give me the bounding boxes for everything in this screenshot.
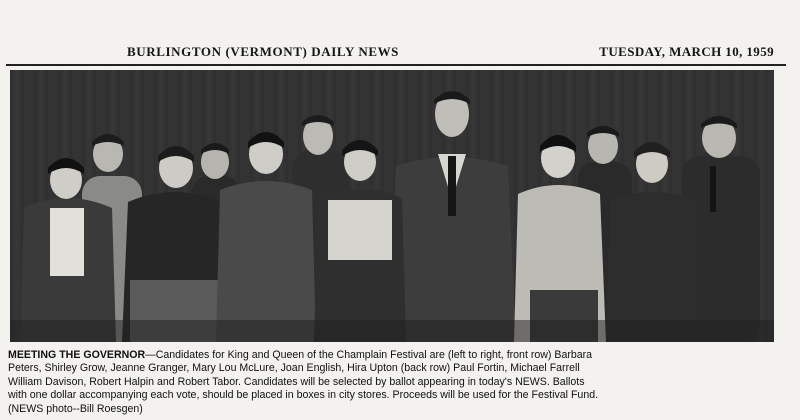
masthead xyxy=(0,0,800,66)
caption-line-1 xyxy=(8,349,788,362)
newspaper-name: BURLINGTON (VERMONT) DAILY NEWS xyxy=(127,44,400,59)
group-photo xyxy=(10,70,774,342)
photo-credit: (NEWS photo--Bill Roesgen) xyxy=(8,402,143,415)
masthead-rule xyxy=(6,64,786,66)
group-photo-icon xyxy=(10,70,774,342)
caption-lead: MEETING THE GOVERNOR xyxy=(8,349,146,361)
caption-line-2: Peters, Shirley Grow, Jeanne Granger, Mary Lou McLure, Joan English, Hira Upton (back row) Paul Fortin, Michael Farrell xyxy=(8,362,580,375)
publication-date: TUESDAY, MARCH 10, 1959 xyxy=(599,44,774,59)
photo-caption xyxy=(8,349,788,416)
caption-text: —Candidates for King and Queen of the Champlain Festival are (left to right, front row) Barbara xyxy=(145,349,593,361)
caption-line-3: William Davison, Robert Halpin and Robert Tabor. Candidates will be selected by ballot appearing in today's NEWS. Ballots xyxy=(8,375,585,388)
caption-line-4: with one dollar accompanying each vote, should be placed in boxes in city stores. Proceeds will be used for the Festival Fund. xyxy=(8,389,599,402)
